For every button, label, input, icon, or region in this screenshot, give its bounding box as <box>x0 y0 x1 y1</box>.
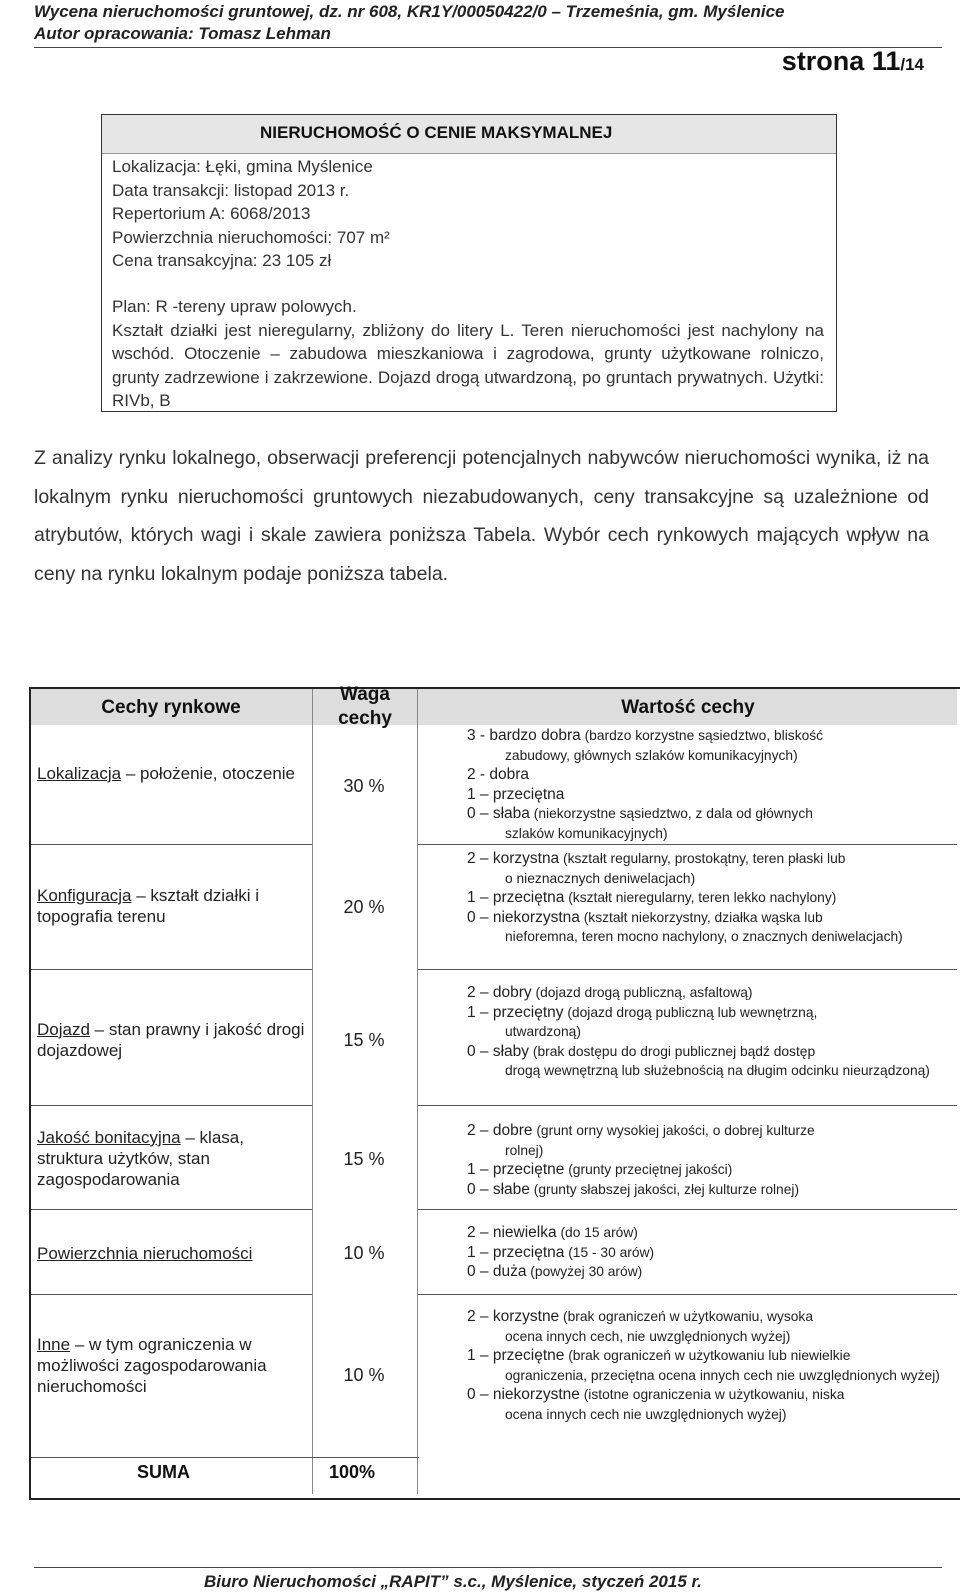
feature-name: Dojazd <box>37 1020 90 1039</box>
row-divider <box>418 844 957 845</box>
value-item <box>467 1180 957 1200</box>
value-item <box>467 1003 957 1023</box>
info-location: Lokalizacja: Łęki, gmina Myślenice <box>112 157 373 176</box>
feature-location <box>37 763 307 784</box>
header-author: Autor opracowania: Tomasz Lehman <box>34 24 331 43</box>
value-item <box>467 983 957 1003</box>
sum-value: 100% <box>329 1462 376 1482</box>
row-divider <box>31 969 312 970</box>
value-main: 1 – przeciętny <box>467 1003 564 1021</box>
page-number-total: /14 <box>900 55 924 74</box>
value-item <box>467 1121 957 1141</box>
property-info-lines <box>112 155 390 273</box>
analysis-paragraph: Z analizy rynku lokalnego, obserwacji preferencji potencjalnych nabywców nieruchomości wynika, iż na lokalnym rynku nieruchomości gruntowych niezabudowanych, ceny transakcyjne są uzależnione od atrybutów, których wagi i skale zawiera poniższa Tabela. Wybór cech rynkowych mających wpływ na ceny na rynku lokalnym podaje poniższa tabela. <box>34 447 929 585</box>
value-note-cont: szlaków komunikacyjnych) <box>505 825 668 841</box>
info-area: Powierzchnia nieruchomości: 707 m² <box>112 227 390 247</box>
value-note: (bardzo korzystne sąsiedztwo, bliskość <box>580 728 824 743</box>
page-number <box>782 46 924 77</box>
value-main: 3 - bardzo dobra <box>467 727 581 744</box>
values-access <box>467 983 957 1081</box>
row-divider <box>31 1209 312 1210</box>
value-item <box>467 849 957 869</box>
weight-soil-quality: 15 % <box>343 1149 385 1169</box>
row-divider <box>31 1105 312 1106</box>
row-divider <box>31 1457 419 1458</box>
col-header-weight-1: Waga <box>340 684 390 705</box>
row-divider <box>418 1209 957 1210</box>
feature-name: Lokalizacja <box>37 764 122 783</box>
info-price: Cena transakcyjna: 23 105 zł <box>112 251 332 270</box>
col-header-value: Wartość cechy <box>621 697 755 718</box>
value-main: 1 – przeciętna <box>467 1243 565 1261</box>
value-note-cont: o nieznacznych deniwelacjach) <box>505 870 696 886</box>
values-configuration <box>467 849 957 947</box>
header-title: Wycena nieruchomości gruntowej, dz. nr 608, KR1Y/00050422/0 – Trzemeśnia, gm. Myślenice <box>34 2 785 21</box>
feature-name: Konfiguracja <box>37 886 132 905</box>
feature-area <box>37 1243 307 1264</box>
value-main: 1 – przeciętne <box>467 1347 565 1364</box>
value-item <box>467 1160 957 1180</box>
value-main: 2 – korzystna <box>467 850 560 867</box>
value-note-cont: drogą wewnętrzną lub służebnością na długim odcinku nieurządzoną) <box>505 1063 930 1078</box>
value-item <box>467 908 957 928</box>
value-note: (15 - 30 arów) <box>564 1244 655 1260</box>
value-main: 1 – przeciętne <box>467 1161 565 1178</box>
weight-other: 10 % <box>343 1365 385 1385</box>
feature-name: Powierzchnia nieruchomości <box>37 1244 253 1263</box>
value-note: (grunty przeciętnej jakości) <box>564 1162 733 1177</box>
value-item <box>467 1307 957 1327</box>
feature-access <box>37 1019 307 1061</box>
weight-configuration: 20 % <box>343 897 385 917</box>
feature-desc: – stan prawny i jakość drogi dojazdowej <box>37 1020 305 1060</box>
feature-name: Inne <box>37 1335 71 1354</box>
value-item <box>467 726 957 746</box>
value-item <box>467 888 957 908</box>
value-main: 2 – niewielka <box>467 1224 557 1241</box>
property-info-box <box>101 114 837 412</box>
property-info-title: NIERUCHOMOŚĆ O CENIE MAKSYMALNEJ <box>260 123 613 142</box>
value-note-cont: zabudowy, głównych szlaków komunikacyjnych) <box>505 747 798 763</box>
row-divider <box>31 844 312 845</box>
sum-label: SUMA <box>137 1462 190 1482</box>
value-main: 2 – dobry <box>467 984 532 1001</box>
property-info-header <box>102 115 836 154</box>
value-note: (kształt nieregularny, teren lekko nachylony) <box>564 890 837 905</box>
value-item <box>467 1262 957 1282</box>
feature-desc: – w tym ograniczenia w możliwości zagospodarowania nieruchomości <box>37 1335 267 1396</box>
values-soil-quality <box>467 1121 957 1199</box>
value-note: (dojazd drogą publiczną lub wewnętrzną, <box>563 1004 818 1020</box>
row-divider <box>418 969 957 970</box>
value-main: 1 – przeciętna <box>467 785 565 803</box>
values-location <box>467 726 957 843</box>
value-item <box>467 765 957 785</box>
value-note: (kształt niekorzystny, działka wąska lub <box>579 909 823 925</box>
value-note: (dojazd drogą publiczną, asfaltową) <box>531 985 753 1000</box>
col-header-feature: Cechy rynkowe <box>101 697 241 718</box>
value-note: (brak ograniczeń w użytkowaniu, wysoka <box>559 1309 814 1324</box>
info-date: Data transakcji: listopad 2013 r. <box>112 180 350 200</box>
col-header-weight-2: cechy <box>338 708 392 729</box>
value-item <box>467 1042 957 1062</box>
property-info-plan: Plan: R -tereny upraw polowych. Kształt działki jest nieregularny, zbliżony do litery L. Teren nieruchomości jest nachylony na wschód. Otoczenie – zabudowa mieszkaniowa i zagrodowa, grunty użytkowane rolniczo, grunty zadrzewione i zakrzewione. Dojazd drogą utwardzoną, po gruntach prywatnych. Użytki: RIVb, B <box>112 297 824 410</box>
value-main: 0 – niekorzystne <box>467 1386 580 1403</box>
feature-desc: – kształt działki i topografia terenu <box>37 886 260 926</box>
value-note-cont: ograniczenia, przeciętna ocena innych cech nie uwzględnionych wyżej) <box>505 1367 940 1383</box>
value-note: (powyżej 30 arów) <box>526 1264 643 1279</box>
value-main: 0 – słabe <box>467 1180 530 1198</box>
value-note: (istotne ograniczenia w użytkowaniu, niska <box>579 1387 845 1402</box>
value-note: (kształt regularny, prostokątny, teren płaski lub <box>559 851 846 866</box>
value-note: (do 15 arów) <box>556 1225 638 1240</box>
value-item <box>467 1223 957 1243</box>
row-divider <box>418 1294 957 1295</box>
value-main: 0 – duża <box>467 1263 527 1280</box>
value-item <box>467 785 957 805</box>
values-area <box>467 1223 957 1282</box>
value-main: 2 – dobre <box>467 1122 533 1139</box>
value-main: 2 – korzystne <box>467 1308 560 1325</box>
value-note: (brak dostępu do drogi publicznej bądź dostęp <box>529 1043 816 1059</box>
value-item <box>467 1346 957 1366</box>
weight-access: 15 % <box>343 1030 385 1050</box>
value-note: (niekorzystne sąsiedztwo, z dala od głównych <box>529 806 813 821</box>
feature-name: Jakość bonitacyjna <box>37 1128 181 1147</box>
value-main: 1 – przeciętna <box>467 889 565 906</box>
market-features-table <box>29 684 960 1500</box>
value-item <box>467 804 957 824</box>
value-item <box>467 1385 957 1405</box>
values-other <box>467 1307 957 1424</box>
value-note: (brak ograniczeń w użytkowaniu lub niewielkie <box>564 1348 851 1363</box>
value-main: 0 – niekorzystna <box>467 908 580 926</box>
value-note-cont: utwardzoną) <box>505 1024 581 1039</box>
info-repertory: Repertorium A: 6068/2013 <box>112 204 311 223</box>
value-note: (grunt orny wysokiej jakości, o dobrej kulturze <box>532 1123 815 1138</box>
value-note-cont: ocena innych cech, nie uwzględnionych wyżej) <box>505 1328 791 1344</box>
value-note-cont: rolnej) <box>505 1142 544 1158</box>
value-main: 0 – słaba <box>467 805 530 822</box>
weight-location: 30 % <box>343 776 385 796</box>
weight-area: 10 % <box>343 1243 385 1263</box>
value-main: 0 – słaby <box>467 1042 530 1060</box>
value-note-cont: nieforemna, teren mocno nachylony, o znacznych deniwelacjach) <box>505 929 903 944</box>
feature-configuration <box>37 885 307 927</box>
row-divider <box>31 1294 312 1295</box>
value-note-cont: ocena innych cech nie uwzględnionych wyżej) <box>505 1406 787 1422</box>
page-number-main: strona 11 <box>781 46 901 76</box>
footer-text: Biuro Nieruchomości „RAPIT” s.c., Myślenice, styczeń 2015 r. <box>204 1572 702 1591</box>
feature-desc: – klasa, struktura użytków, stan zagospodarowania <box>37 1128 244 1189</box>
feature-soil-quality <box>37 1127 307 1190</box>
feature-desc: – położenie, otoczenie <box>121 764 296 783</box>
value-item <box>467 1243 957 1263</box>
row-divider <box>418 1105 957 1106</box>
footer-divider <box>34 1567 942 1568</box>
value-main: 2 - dobra <box>467 766 530 783</box>
value-note: (grunty słabszej jakości, złej kulturze rolnej) <box>529 1181 800 1197</box>
feature-other <box>37 1334 307 1397</box>
